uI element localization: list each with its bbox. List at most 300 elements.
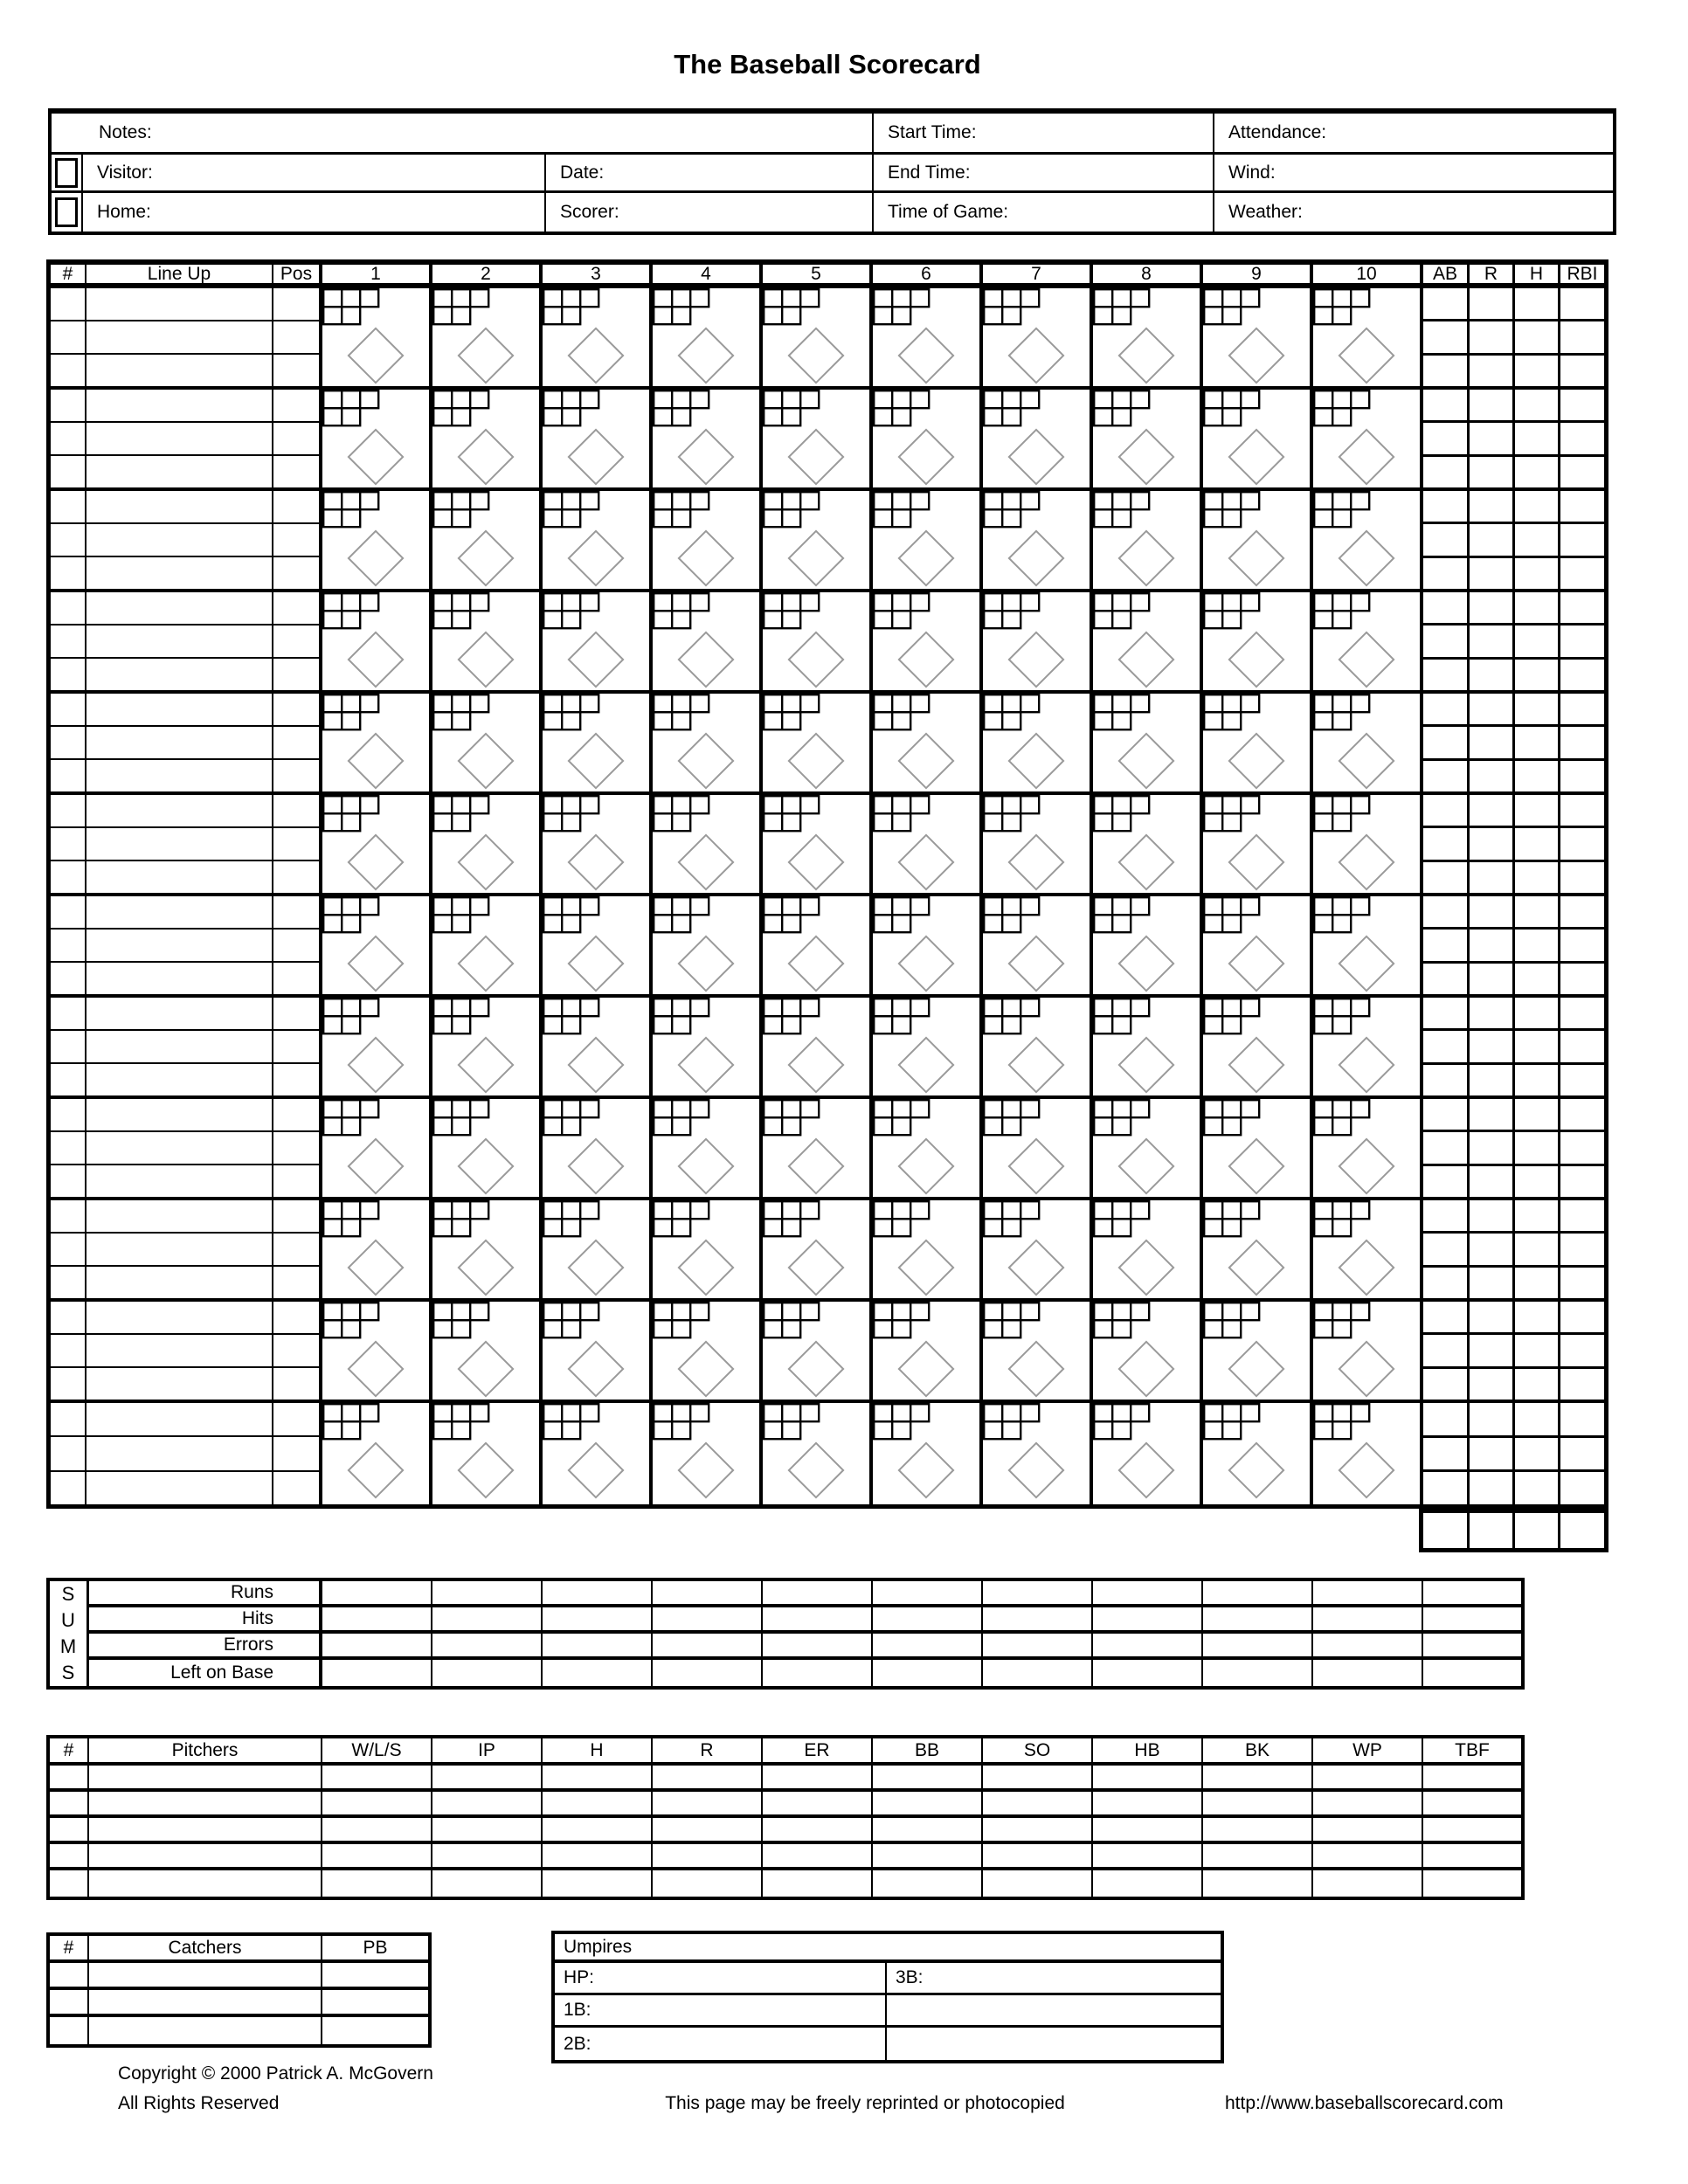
position-cell[interactable] (273, 659, 319, 690)
stat-r-cell[interactable] (1470, 356, 1512, 386)
inning-8-scoring-cell[interactable] (1093, 491, 1203, 589)
pitch-count-grid[interactable] (1313, 592, 1372, 631)
inning-3-scoring-cell[interactable] (543, 1099, 653, 1197)
position-cell[interactable] (273, 557, 319, 589)
pitcher-pitchers-cell[interactable] (89, 1766, 322, 1788)
pitch-count-grid[interactable] (653, 896, 711, 935)
sums-inning-cell[interactable] (432, 1660, 543, 1686)
pitch-count-grid[interactable] (763, 491, 821, 529)
pitch-count-grid[interactable] (983, 896, 1041, 935)
pitch-count-grid[interactable] (653, 390, 711, 428)
position-cell[interactable] (273, 1403, 319, 1437)
stat-ab-cell[interactable] (1423, 321, 1467, 355)
stat-rbi-cell[interactable] (1560, 930, 1604, 963)
pitch-count-grid[interactable] (873, 998, 931, 1036)
total-r-cell[interactable] (1470, 1513, 1515, 1548)
pitch-count-grid[interactable] (322, 998, 381, 1036)
stat-ab-cell[interactable] (1423, 423, 1467, 456)
pitcher-hb-cell[interactable] (1093, 1818, 1203, 1841)
stat-rbi-cell[interactable] (1560, 1335, 1604, 1368)
batter-number-cell[interactable] (51, 1437, 85, 1471)
batter-number-cell[interactable] (51, 1200, 85, 1234)
stat-ab-cell[interactable] (1423, 1031, 1467, 1064)
inning-4-scoring-cell[interactable] (653, 1099, 763, 1197)
stat-ab-cell[interactable] (1423, 1099, 1467, 1132)
sums-inning-cell[interactable] (432, 1634, 543, 1656)
pitch-count-grid[interactable] (1203, 592, 1262, 631)
inning-5-scoring-cell[interactable] (763, 1403, 873, 1504)
position-cell[interactable] (273, 1302, 319, 1335)
batter-number-cell[interactable] (51, 1132, 85, 1165)
inning-10-scoring-cell[interactable] (1313, 390, 1423, 487)
pitcher-hb-cell[interactable] (1093, 1844, 1203, 1867)
inning-5-scoring-cell[interactable] (763, 1302, 873, 1400)
stat-r-cell[interactable] (1470, 1166, 1512, 1197)
position-cell[interactable] (273, 1368, 319, 1400)
pitcher-w-l-s-cell[interactable] (322, 1870, 432, 1897)
sums-inning-cell[interactable] (432, 1607, 543, 1630)
stat-ab-cell[interactable] (1423, 761, 1467, 791)
stat-r-cell[interactable] (1470, 288, 1512, 321)
batter-name-cell[interactable] (86, 1099, 272, 1132)
pitcher-so-cell[interactable] (983, 1766, 1093, 1788)
stat-rbi-cell[interactable] (1560, 288, 1604, 321)
sums-total-cell[interactable] (1423, 1634, 1521, 1656)
pitcher-pitchers-cell[interactable] (89, 1844, 322, 1867)
stat-h-cell[interactable] (1515, 1132, 1558, 1165)
inning-7-scoring-cell[interactable] (983, 1302, 1093, 1400)
pitch-count-grid[interactable] (763, 592, 821, 631)
batter-name-cell[interactable] (86, 1267, 272, 1298)
sums-inning-cell[interactable] (1203, 1581, 1313, 1604)
inning-3-scoring-cell[interactable] (543, 1302, 653, 1400)
batter-number-cell[interactable] (51, 963, 85, 994)
sums-inning-cell[interactable] (322, 1660, 432, 1686)
pitcher-ip-cell[interactable] (432, 1766, 543, 1788)
batter-name-cell[interactable] (86, 1302, 272, 1335)
inning-2-scoring-cell[interactable] (432, 998, 543, 1095)
pitch-count-grid[interactable] (873, 1403, 931, 1441)
stat-r-cell[interactable] (1470, 1403, 1512, 1438)
inning-2-scoring-cell[interactable] (432, 1302, 543, 1400)
inning-8-scoring-cell[interactable] (1093, 694, 1203, 791)
inning-6-scoring-cell[interactable] (873, 1302, 983, 1400)
stat-rbi-cell[interactable] (1560, 423, 1604, 456)
sums-inning-cell[interactable] (543, 1660, 653, 1686)
inning-1-scoring-cell[interactable] (322, 1099, 432, 1197)
batter-name-cell[interactable] (86, 321, 272, 355)
stat-rbi-cell[interactable] (1560, 1472, 1604, 1504)
stat-ab-cell[interactable] (1423, 390, 1467, 423)
inning-8-scoring-cell[interactable] (1093, 1403, 1203, 1504)
batter-name-cell[interactable] (86, 1437, 272, 1471)
stat-h-cell[interactable] (1515, 660, 1558, 690)
batter-name-cell[interactable] (86, 524, 272, 557)
inning-1-scoring-cell[interactable] (322, 1403, 432, 1504)
stat-ab-cell[interactable] (1423, 625, 1467, 659)
pitcher-r-cell[interactable] (653, 1844, 763, 1867)
inning-10-scoring-cell[interactable] (1313, 795, 1423, 893)
inning-7-scoring-cell[interactable] (983, 1099, 1093, 1197)
stat-h-cell[interactable] (1515, 491, 1558, 524)
pitch-count-grid[interactable] (983, 1099, 1041, 1137)
stat-rbi-cell[interactable] (1560, 795, 1604, 828)
inning-2-scoring-cell[interactable] (432, 795, 543, 893)
umpire-hp-field[interactable] (555, 1963, 887, 1993)
pitch-count-grid[interactable] (543, 592, 601, 631)
catcher-pb-cell[interactable] (322, 2017, 428, 2044)
inning-7-scoring-cell[interactable] (983, 390, 1093, 487)
pitcher-bk-cell[interactable] (1203, 1870, 1313, 1897)
stat-ab-cell[interactable] (1423, 660, 1467, 690)
inning-3-scoring-cell[interactable] (543, 694, 653, 791)
inning-10-scoring-cell[interactable] (1313, 288, 1423, 386)
position-cell[interactable] (273, 592, 319, 625)
batter-number-cell[interactable] (51, 625, 85, 659)
pitch-count-grid[interactable] (432, 288, 491, 327)
pitch-count-grid[interactable] (1093, 390, 1152, 428)
sums-inning-cell[interactable] (763, 1634, 873, 1656)
pitch-count-grid[interactable] (543, 795, 601, 833)
inning-6-scoring-cell[interactable] (873, 896, 983, 994)
inning-10-scoring-cell[interactable] (1313, 896, 1423, 994)
inning-3-scoring-cell[interactable] (543, 795, 653, 893)
stat-r-cell[interactable] (1470, 491, 1512, 524)
sums-inning-cell[interactable] (653, 1581, 763, 1604)
stat-rbi-cell[interactable] (1560, 694, 1604, 727)
pitcher-tbf-cell[interactable] (1423, 1792, 1521, 1814)
sums-total-cell[interactable] (1423, 1607, 1521, 1630)
stat-r-cell[interactable] (1470, 625, 1512, 659)
pitch-count-grid[interactable] (653, 1403, 711, 1441)
batter-number-cell[interactable] (51, 524, 85, 557)
batter-name-cell[interactable] (86, 423, 272, 456)
inning-3-scoring-cell[interactable] (543, 896, 653, 994)
pitch-count-grid[interactable] (1093, 592, 1152, 631)
batter-number-cell[interactable] (51, 491, 85, 524)
position-cell[interactable] (273, 1099, 319, 1132)
stat-rbi-cell[interactable] (1560, 1369, 1604, 1400)
inning-9-scoring-cell[interactable] (1203, 998, 1313, 1095)
inning-1-scoring-cell[interactable] (322, 390, 432, 487)
stat-h-cell[interactable] (1515, 1369, 1558, 1400)
stat-ab-cell[interactable] (1423, 1268, 1467, 1298)
stat-ab-cell[interactable] (1423, 1403, 1467, 1438)
inning-4-scoring-cell[interactable] (653, 288, 763, 386)
inning-1-scoring-cell[interactable] (322, 592, 432, 690)
stat-ab-cell[interactable] (1423, 356, 1467, 386)
pitch-count-grid[interactable] (1093, 1403, 1152, 1441)
stat-h-cell[interactable] (1515, 1031, 1558, 1064)
pitch-count-grid[interactable] (983, 592, 1041, 631)
inning-4-scoring-cell[interactable] (653, 998, 763, 1095)
inning-1-scoring-cell[interactable] (322, 1200, 432, 1298)
pitch-count-grid[interactable] (1203, 288, 1262, 327)
batter-name-cell[interactable] (86, 456, 272, 487)
batter-name-cell[interactable] (86, 795, 272, 828)
pitch-count-grid[interactable] (653, 1200, 711, 1239)
sums-inning-cell[interactable] (873, 1634, 983, 1656)
pitcher-er-cell[interactable] (763, 1792, 873, 1814)
total-h-cell[interactable] (1515, 1513, 1560, 1548)
pitcher-er-cell[interactable] (763, 1766, 873, 1788)
pitch-count-grid[interactable] (322, 1200, 381, 1239)
batter-name-cell[interactable] (86, 491, 272, 524)
position-cell[interactable] (273, 1335, 319, 1368)
batter-name-cell[interactable] (86, 861, 272, 893)
inning-7-scoring-cell[interactable] (983, 694, 1093, 791)
pitcher-so-cell[interactable] (983, 1792, 1093, 1814)
batter-number-cell[interactable] (51, 998, 85, 1031)
position-cell[interactable] (273, 1437, 319, 1471)
batter-number-cell[interactable] (51, 423, 85, 456)
inning-7-scoring-cell[interactable] (983, 795, 1093, 893)
stat-rbi-cell[interactable] (1560, 1200, 1604, 1234)
inning-3-scoring-cell[interactable] (543, 998, 653, 1095)
catcher-pb-cell[interactable] (322, 1990, 428, 2014)
inning-1-scoring-cell[interactable] (322, 896, 432, 994)
inning-9-scoring-cell[interactable] (1203, 491, 1313, 589)
pitcher-hb-cell[interactable] (1093, 1766, 1203, 1788)
pitcher-tbf-cell[interactable] (1423, 1766, 1521, 1788)
stat-rbi-cell[interactable] (1560, 1403, 1604, 1438)
inning-6-scoring-cell[interactable] (873, 288, 983, 386)
inning-9-scoring-cell[interactable] (1203, 1302, 1313, 1400)
position-cell[interactable] (273, 491, 319, 524)
sums-inning-cell[interactable] (763, 1607, 873, 1630)
batter-number-cell[interactable] (51, 1267, 85, 1298)
pitch-count-grid[interactable] (653, 694, 711, 732)
pitcher-r-cell[interactable] (653, 1818, 763, 1841)
stat-ab-cell[interactable] (1423, 1234, 1467, 1267)
pitch-count-grid[interactable] (983, 288, 1041, 327)
inning-2-scoring-cell[interactable] (432, 694, 543, 791)
batter-number-cell[interactable] (51, 390, 85, 423)
catcher-catchers-cell[interactable] (89, 1963, 322, 1987)
stat-h-cell[interactable] (1515, 1268, 1558, 1298)
end-time-field[interactable] (874, 155, 1214, 190)
inning-6-scoring-cell[interactable] (873, 491, 983, 589)
inning-4-scoring-cell[interactable] (653, 390, 763, 487)
sums-inning-cell[interactable] (1093, 1634, 1203, 1656)
catcher-catchers-cell[interactable] (89, 2017, 322, 2044)
pitch-count-grid[interactable] (543, 1403, 601, 1441)
stat-h-cell[interactable] (1515, 862, 1558, 893)
attendance-field[interactable] (1214, 114, 1613, 152)
pitcher-bb-cell[interactable] (873, 1818, 983, 1841)
notes-field[interactable] (52, 114, 874, 152)
stat-rbi-cell[interactable] (1560, 998, 1604, 1031)
stat-r-cell[interactable] (1470, 1268, 1512, 1298)
stat-rbi-cell[interactable] (1560, 1302, 1604, 1335)
pitcher-r-cell[interactable] (653, 1870, 763, 1897)
inning-9-scoring-cell[interactable] (1203, 390, 1313, 487)
stat-r-cell[interactable] (1470, 390, 1512, 423)
pitcher-bk-cell[interactable] (1203, 1792, 1313, 1814)
sums-inning-cell[interactable] (983, 1660, 1093, 1686)
pitch-count-grid[interactable] (1313, 998, 1372, 1036)
pitch-count-grid[interactable] (983, 1200, 1041, 1239)
stat-rbi-cell[interactable] (1560, 1031, 1604, 1064)
batter-number-cell[interactable] (51, 1368, 85, 1400)
batter-number-cell[interactable] (51, 355, 85, 386)
stat-h-cell[interactable] (1515, 1234, 1558, 1267)
inning-1-scoring-cell[interactable] (322, 795, 432, 893)
stat-r-cell[interactable] (1470, 592, 1512, 625)
inning-5-scoring-cell[interactable] (763, 998, 873, 1095)
pitch-count-grid[interactable] (873, 1200, 931, 1239)
umpire-3b-field[interactable] (887, 1963, 1221, 1993)
pitch-count-grid[interactable] (543, 896, 601, 935)
inning-9-scoring-cell[interactable] (1203, 1200, 1313, 1298)
batter-name-cell[interactable] (86, 1132, 272, 1165)
pitch-count-grid[interactable] (543, 1099, 601, 1137)
stat-rbi-cell[interactable] (1560, 558, 1604, 589)
pitch-count-grid[interactable] (873, 592, 931, 631)
pitcher-wp-cell[interactable] (1313, 1844, 1423, 1867)
batter-name-cell[interactable] (86, 659, 272, 690)
pitcher-wp-cell[interactable] (1313, 1792, 1423, 1814)
batter-number-cell[interactable] (51, 727, 85, 760)
inning-5-scoring-cell[interactable] (763, 592, 873, 690)
batter-number-cell[interactable] (51, 1302, 85, 1335)
pitcher-so-cell[interactable] (983, 1818, 1093, 1841)
sums-inning-cell[interactable] (1313, 1581, 1423, 1604)
pitch-count-grid[interactable] (873, 390, 931, 428)
batter-name-cell[interactable] (86, 557, 272, 589)
pitch-count-grid[interactable] (873, 1099, 931, 1137)
batter-number-cell[interactable] (51, 456, 85, 487)
inning-5-scoring-cell[interactable] (763, 491, 873, 589)
pitch-count-grid[interactable] (322, 1099, 381, 1137)
pitch-count-grid[interactable] (1093, 1200, 1152, 1239)
inning-1-scoring-cell[interactable] (322, 694, 432, 791)
pitch-count-grid[interactable] (322, 288, 381, 327)
pitcher-er-cell[interactable] (763, 1818, 873, 1841)
batter-name-cell[interactable] (86, 1335, 272, 1368)
pitch-count-grid[interactable] (653, 491, 711, 529)
stat-rbi-cell[interactable] (1560, 1132, 1604, 1165)
pitcher-pitchers-cell[interactable] (89, 1818, 322, 1841)
inning-3-scoring-cell[interactable] (543, 592, 653, 690)
sums-inning-cell[interactable] (763, 1581, 873, 1604)
batter-number-cell[interactable] (51, 861, 85, 893)
stat-ab-cell[interactable] (1423, 558, 1467, 589)
sums-inning-cell[interactable] (1093, 1581, 1203, 1604)
inning-7-scoring-cell[interactable] (983, 998, 1093, 1095)
stat-rbi-cell[interactable] (1560, 524, 1604, 557)
inning-7-scoring-cell[interactable] (983, 288, 1093, 386)
pitcher-so-cell[interactable] (983, 1844, 1093, 1867)
pitch-count-grid[interactable] (763, 1302, 821, 1340)
position-cell[interactable] (273, 423, 319, 456)
inning-5-scoring-cell[interactable] (763, 1099, 873, 1197)
stat-h-cell[interactable] (1515, 998, 1558, 1031)
batter-number-cell[interactable] (51, 694, 85, 727)
sums-inning-cell[interactable] (653, 1660, 763, 1686)
stat-r-cell[interactable] (1470, 1031, 1512, 1064)
batter-number-cell[interactable] (51, 1472, 85, 1504)
pitch-count-grid[interactable] (1313, 1099, 1372, 1137)
batter-number-cell[interactable] (51, 321, 85, 355)
stat-h-cell[interactable] (1515, 930, 1558, 963)
pitcher-bb-cell[interactable] (873, 1766, 983, 1788)
pitcher-bb-cell[interactable] (873, 1844, 983, 1867)
stat-h-cell[interactable] (1515, 592, 1558, 625)
position-cell[interactable] (273, 1200, 319, 1234)
stat-ab-cell[interactable] (1423, 862, 1467, 893)
pitcher-tbf-cell[interactable] (1423, 1818, 1521, 1841)
inning-4-scoring-cell[interactable] (653, 1403, 763, 1504)
pitch-count-grid[interactable] (1093, 694, 1152, 732)
pitcher-tbf-cell[interactable] (1423, 1870, 1521, 1897)
inning-2-scoring-cell[interactable] (432, 390, 543, 487)
pitch-count-grid[interactable] (653, 795, 711, 833)
inning-3-scoring-cell[interactable] (543, 390, 653, 487)
catcher-pb-cell[interactable] (322, 1963, 428, 1987)
pitcher-pitchers-cell[interactable] (89, 1792, 322, 1814)
pitch-count-grid[interactable] (873, 694, 931, 732)
sums-inning-cell[interactable] (873, 1660, 983, 1686)
pitch-count-grid[interactable] (763, 694, 821, 732)
batter-name-cell[interactable] (86, 727, 272, 760)
stat-ab-cell[interactable] (1423, 964, 1467, 994)
batter-number-cell[interactable] (51, 557, 85, 589)
pitch-count-grid[interactable] (322, 694, 381, 732)
pitch-count-grid[interactable] (763, 896, 821, 935)
pitch-count-grid[interactable] (1093, 998, 1152, 1036)
stat-rbi-cell[interactable] (1560, 1268, 1604, 1298)
inning-1-scoring-cell[interactable] (322, 998, 432, 1095)
batter-name-cell[interactable] (86, 390, 272, 423)
pitch-count-grid[interactable] (763, 795, 821, 833)
sums-inning-cell[interactable] (432, 1581, 543, 1604)
inning-6-scoring-cell[interactable] (873, 795, 983, 893)
inning-2-scoring-cell[interactable] (432, 896, 543, 994)
pitch-count-grid[interactable] (653, 1302, 711, 1340)
inning-8-scoring-cell[interactable] (1093, 896, 1203, 994)
stat-h-cell[interactable] (1515, 694, 1558, 727)
stat-r-cell[interactable] (1470, 660, 1512, 690)
stat-h-cell[interactable] (1515, 625, 1558, 659)
batter-name-cell[interactable] (86, 963, 272, 994)
inning-6-scoring-cell[interactable] (873, 694, 983, 791)
stat-rbi-cell[interactable] (1560, 1234, 1604, 1267)
batter-number-cell[interactable] (51, 1031, 85, 1064)
pitch-count-grid[interactable] (432, 694, 491, 732)
stat-r-cell[interactable] (1470, 862, 1512, 893)
sums-inning-cell[interactable] (983, 1634, 1093, 1656)
inning-4-scoring-cell[interactable] (653, 491, 763, 589)
pitch-count-grid[interactable] (322, 592, 381, 631)
pitcher-h-cell[interactable] (543, 1870, 653, 1897)
sums-inning-cell[interactable] (1093, 1660, 1203, 1686)
position-cell[interactable] (273, 1472, 319, 1504)
pitcher-ip-cell[interactable] (432, 1870, 543, 1897)
pitcher-r-cell[interactable] (653, 1766, 763, 1788)
inning-5-scoring-cell[interactable] (763, 288, 873, 386)
stat-ab-cell[interactable] (1423, 1472, 1467, 1504)
stat-rbi-cell[interactable] (1560, 862, 1604, 893)
batter-number-cell[interactable] (51, 659, 85, 690)
umpire-1b-field[interactable] (555, 1995, 887, 2025)
stat-ab-cell[interactable] (1423, 828, 1467, 861)
sums-inning-cell[interactable] (873, 1581, 983, 1604)
pitch-count-grid[interactable] (1093, 896, 1152, 935)
batter-name-cell[interactable] (86, 1064, 272, 1095)
pitch-count-grid[interactable] (983, 1302, 1041, 1340)
batter-name-cell[interactable] (86, 355, 272, 386)
